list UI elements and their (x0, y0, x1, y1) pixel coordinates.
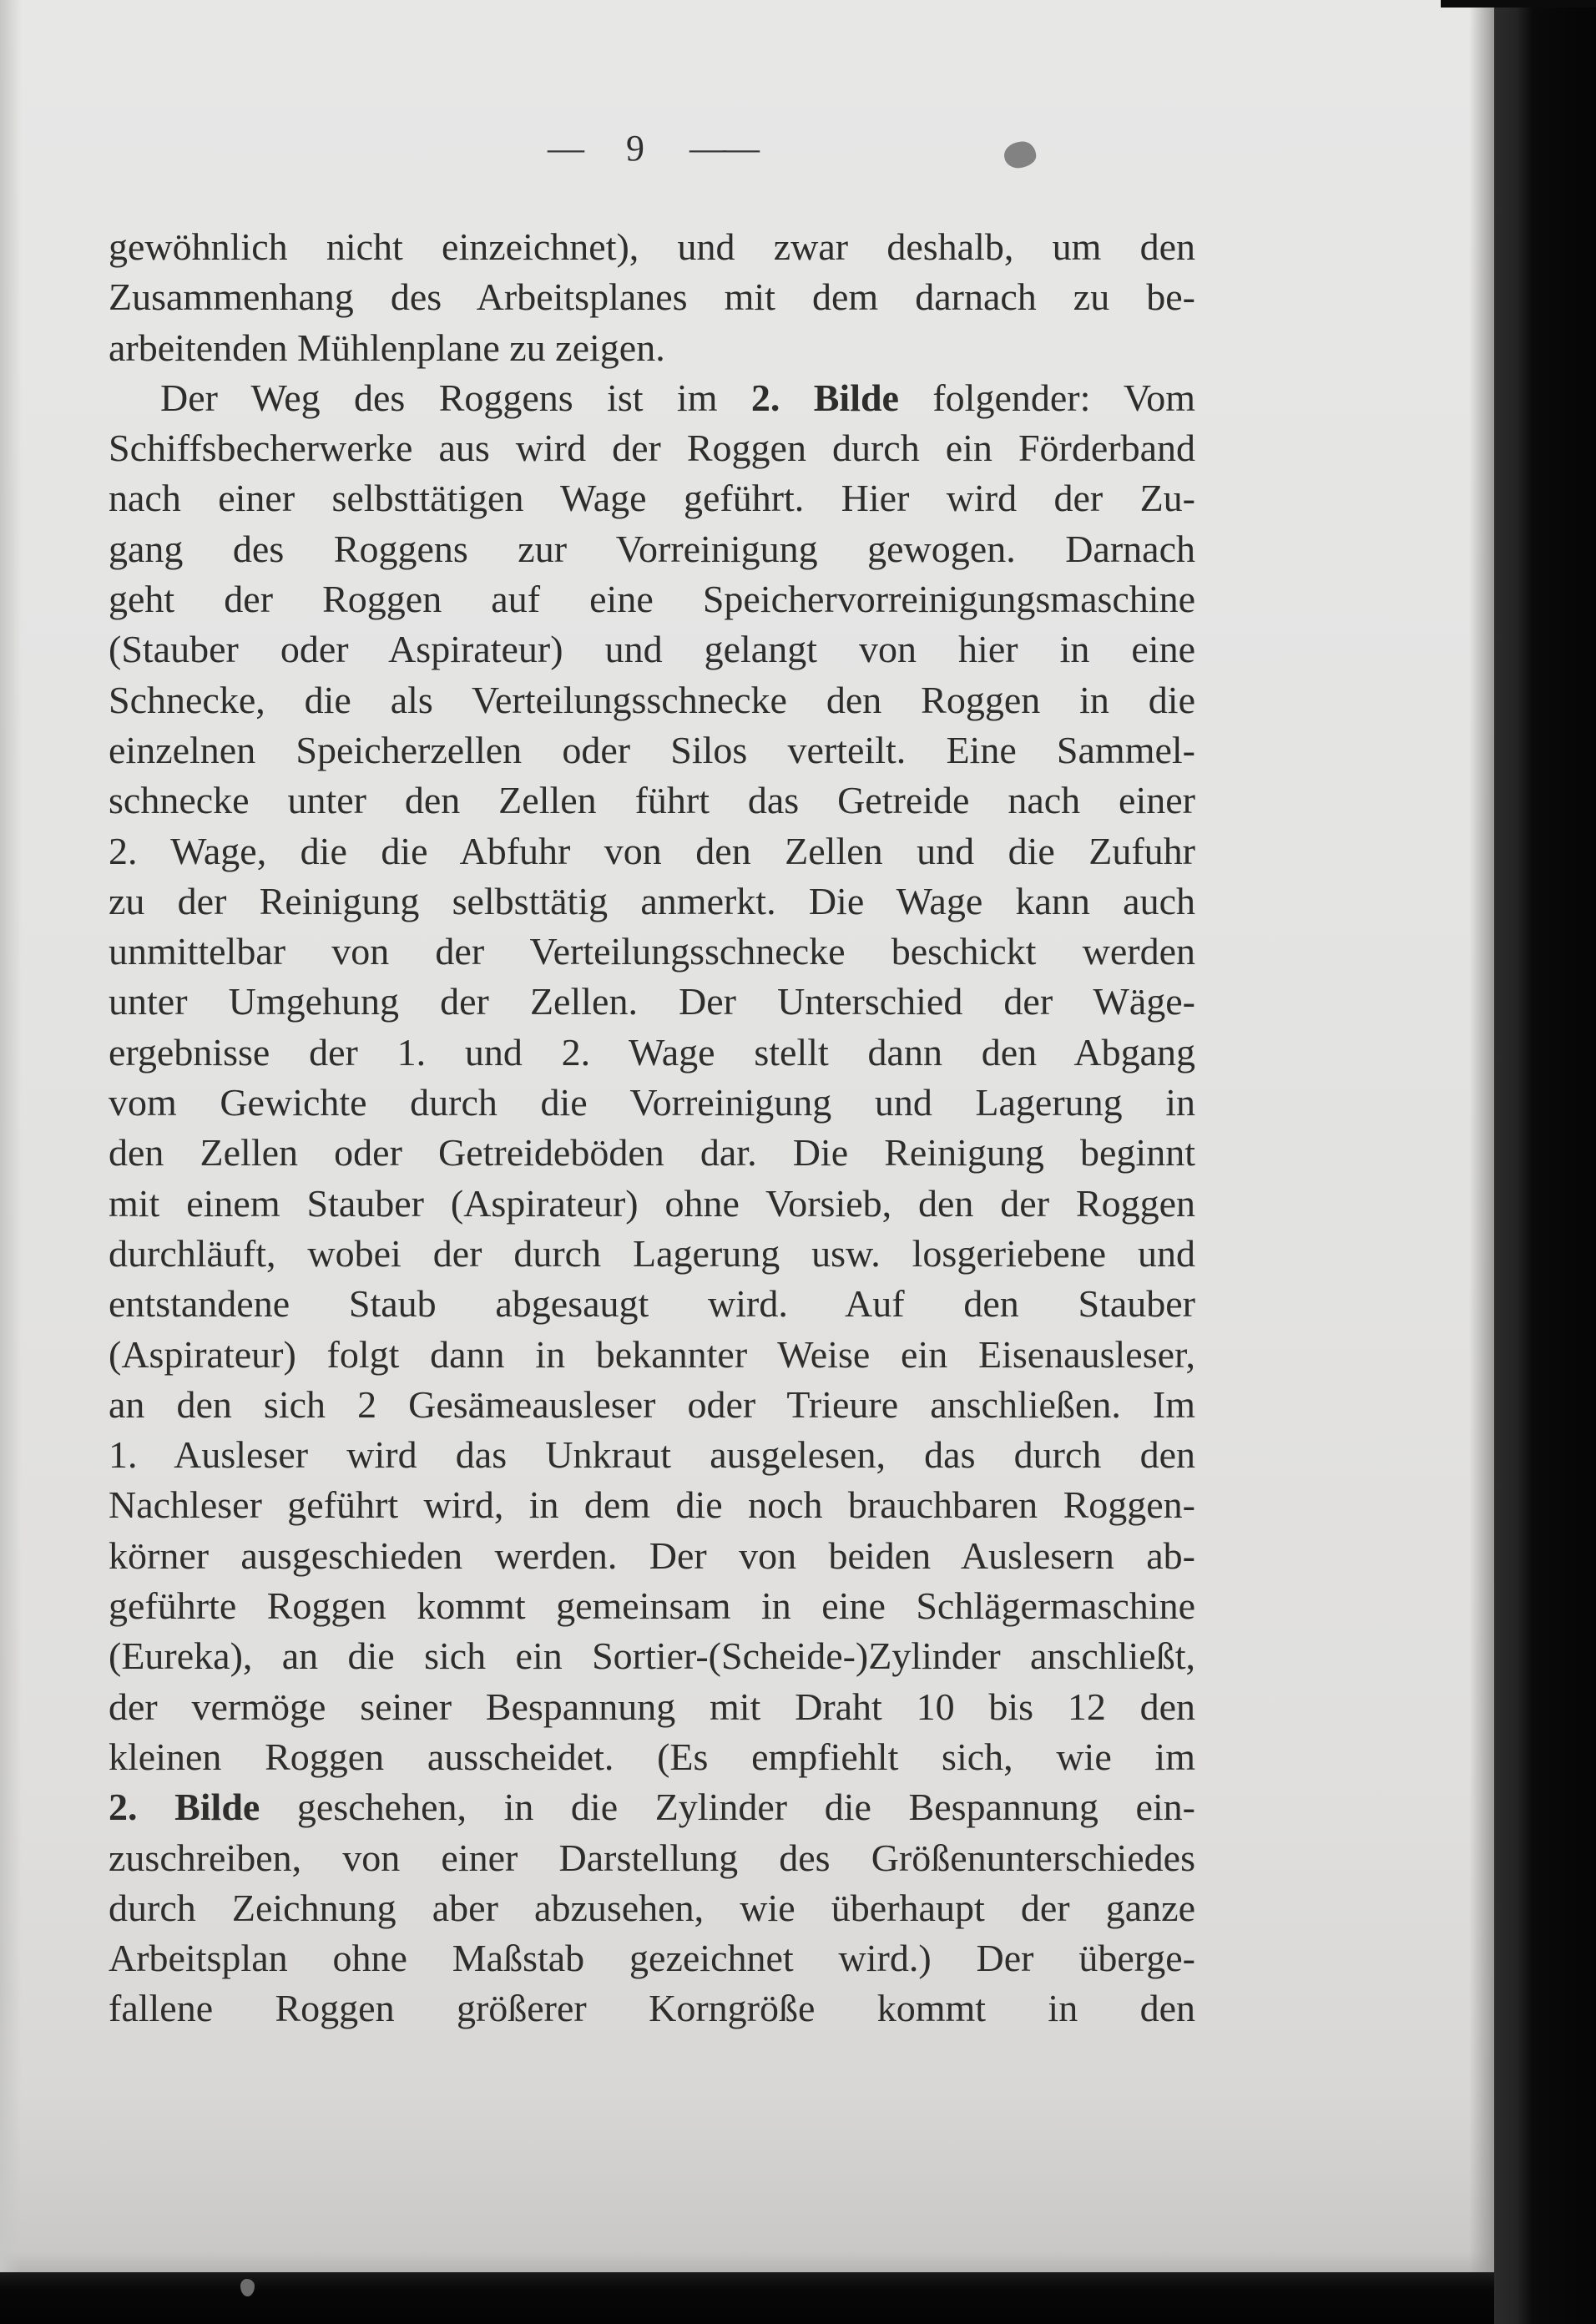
text-line-21 (109, 1229, 1195, 1279)
text-segment: schnecke unter den Zellen führt das Getreide nach einer (109, 779, 1195, 822)
text-segment: durchläuft, wobei der durch Lagerung usw. losgeriebene und (109, 1231, 1195, 1275)
bold-phrase: 2. Bilde (109, 1786, 260, 1829)
text-segment: kleinen Roggen ausscheidet. (Es empfiehlt sich, wie im (109, 1735, 1195, 1778)
text-segment: Arbeitsplan ohne Maßstab gezeichnet wird.) Der überge- (109, 1937, 1195, 1980)
text-segment: gewöhnlich nicht einzeichnet), und zwar deshalb, um den (109, 225, 1195, 268)
text-segment: Schiffsbecherwerke aus wird der Roggen durch ein Förderband (109, 427, 1195, 470)
text-line-8 (109, 574, 1195, 624)
text-line-32 (109, 1782, 1195, 1832)
text-segment: Nachleser geführt wird, in dem die noch brauchbaren Roggen- (109, 1483, 1195, 1527)
text-segment: Der Weg des Roggens ist im (160, 376, 751, 419)
text-segment: fallene Roggen größerer Korngröße kommt in den (109, 1987, 1195, 2030)
text-line-35 (109, 1933, 1195, 1983)
text-line-29 (109, 1631, 1195, 1681)
text-line-25 (109, 1430, 1195, 1480)
text-line-4 (109, 373, 1195, 423)
text-line-9 (109, 624, 1195, 674)
text-line-7 (109, 524, 1195, 574)
text-segment: geschehen, in die Zylinder die Bespannung ein- (260, 1786, 1195, 1829)
body-text (109, 222, 1195, 2034)
text-line-23 (109, 1330, 1195, 1380)
bold-phrase: 2. Bilde (750, 376, 899, 419)
text-segment: ergebnisse der 1. und 2. Wage stellt dann den Abgang (109, 1030, 1195, 1074)
text-line-20 (109, 1179, 1195, 1229)
text-line-30 (109, 1682, 1195, 1732)
text-segment: körner ausgeschieden werden. Der von beiden Auslesern ab- (109, 1533, 1195, 1577)
text-segment: den Zellen oder Getreideböden dar. Die Reinigung beginnt (109, 1131, 1195, 1175)
text-segment: (Eureka), an die sich ein Sortier-(Scheide-)Zylinder anschließt, (109, 1634, 1195, 1678)
text-line-1 (109, 222, 1195, 272)
text-segment: entstandene Staub abgesaugt wird. Auf den Stauber (109, 1282, 1195, 1326)
text-line-33 (109, 1833, 1195, 1883)
scan-edge-top (1441, 0, 1596, 8)
text-segment: mit einem Stauber (Aspirateur) ohne Vorsieb, den der Roggen (109, 1181, 1195, 1225)
text-segment: der vermöge seiner Bespannung mit Draht 10 bis 12 den (109, 1685, 1195, 1728)
text-segment: arbeitenden Mühlenplane zu zeigen. (109, 326, 665, 369)
text-line-27 (109, 1531, 1195, 1581)
text-segment: unmittelbar von der Verteilungsschnecke beschickt werden (109, 930, 1195, 973)
text-segment: unter Umgehung der Zellen. Der Unterschied der Wäge- (109, 980, 1195, 1023)
text-line-13 (109, 826, 1195, 877)
text-line-17 (109, 1028, 1195, 1078)
text-line-6 (109, 473, 1195, 523)
text-segment: Zusammenhang des Arbeitsplanes mit dem darnach zu be- (109, 275, 1195, 319)
text-line-34 (109, 1883, 1195, 1933)
text-segment: (Aspirateur) folgt dann in bekannter Weise ein Eisenausleser, (109, 1332, 1195, 1376)
text-line-24 (109, 1380, 1195, 1430)
text-segment: einzelnen Speicherzellen oder Silos verteilt. Eine Sammel- (109, 728, 1195, 771)
text-line-3 (109, 323, 1195, 373)
text-line-15 (109, 927, 1195, 977)
text-segment: 1. Ausleser wird das Unkraut ausgelesen, das durch den (109, 1433, 1195, 1477)
text-line-31 (109, 1732, 1195, 1782)
page-number: 9 (626, 128, 644, 169)
text-segment: folgender: Vom (898, 376, 1195, 419)
text-line-26 (109, 1480, 1195, 1530)
text-segment: vom Gewichte durch die Vorreinigung und Lagerung in (109, 1081, 1195, 1124)
text-segment: 2. Wage, die die Abfuhr von den Zellen und die Zufuhr (109, 829, 1195, 872)
text-line-36 (109, 1983, 1195, 2034)
text-segment: geht der Roggen auf eine Speichervorreinigungsmaschine (109, 578, 1195, 621)
scan-edge-bottom (0, 2272, 1494, 2324)
text-line-12 (109, 776, 1195, 826)
text-line-14 (109, 877, 1195, 927)
text-segment: geführte Roggen kommt gemeinsam in eine Schlägermaschine (109, 1584, 1195, 1628)
text-segment: (Stauber oder Aspirateur) und gelangt von hier in eine (109, 628, 1195, 671)
text-line-5 (109, 423, 1195, 473)
text-line-19 (109, 1128, 1195, 1178)
text-line-11 (109, 725, 1195, 776)
text-line-10 (109, 675, 1195, 725)
text-segment: Schnecke, die als Verteilungsschnecke den Roggen in die (109, 678, 1195, 721)
scan-edge-right (1494, 0, 1596, 2324)
text-segment: gang des Roggens zur Vorreinigung gewogen. Darnach (109, 527, 1195, 570)
text-line-28 (109, 1581, 1195, 1631)
text-segment: zu der Reinigung selbsttätig anmerkt. Die Wage kann auch (109, 879, 1195, 922)
text-line-16 (109, 977, 1195, 1027)
text-segment: nach einer selbsttätigen Wage geführt. Hier wird der Zu- (109, 477, 1195, 520)
text-line-2 (109, 272, 1195, 322)
header-left-dash: — (548, 128, 581, 169)
text-segment: zuschreiben, von einer Darstellung des Größenunterschiedes (109, 1836, 1195, 1879)
text-segment: an den sich 2 Gesämeausleser oder Trieure anschließen. Im (109, 1382, 1195, 1426)
header-right-dash: —— (689, 128, 756, 169)
text-line-22 (109, 1279, 1195, 1329)
text-line-18 (109, 1078, 1195, 1128)
text-segment: durch Zeichnung aber abzusehen, wie überhaupt der ganze (109, 1886, 1195, 1929)
